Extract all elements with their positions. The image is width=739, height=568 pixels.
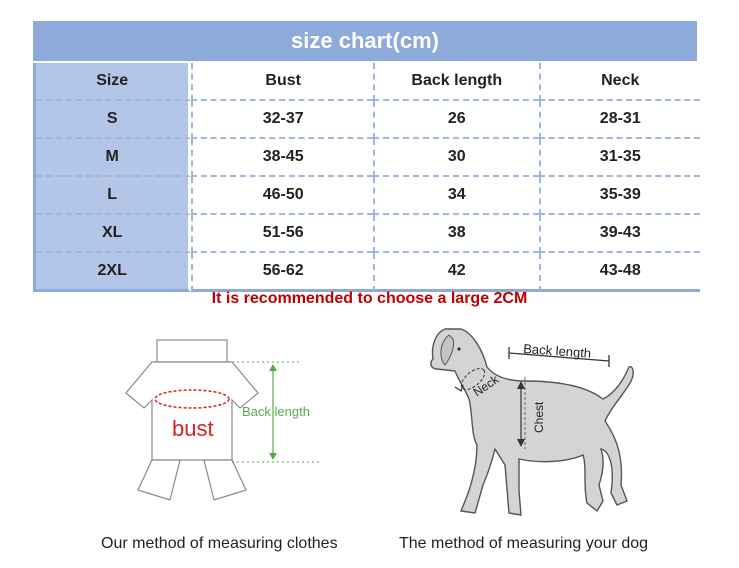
neck-cell: 39-43 xyxy=(539,215,700,253)
back-length-cell: 34 xyxy=(373,177,538,215)
back-length-cell: 38 xyxy=(373,215,538,253)
clothes-measurement-diagram xyxy=(120,335,330,510)
size-table xyxy=(36,63,700,292)
size-table-wrapper xyxy=(33,63,697,292)
bust-cell: 32-37 xyxy=(191,101,373,139)
bust-label: bust xyxy=(172,416,214,441)
dog-back-length-label: Back length xyxy=(522,341,592,361)
size-cell: XL xyxy=(36,215,191,253)
table-row xyxy=(36,139,700,177)
neck-cell: 31-35 xyxy=(539,139,700,177)
dog-chest-label: Chest xyxy=(532,401,546,433)
table-header-row xyxy=(36,63,700,101)
dog-caption: The method of measuring your dog xyxy=(399,535,649,552)
neck-cell: 28-31 xyxy=(539,101,700,139)
bust-cell: 56-62 xyxy=(191,253,373,292)
size-chart xyxy=(33,21,697,292)
bust-cell: 38-45 xyxy=(191,139,373,177)
neck-cell: 43-48 xyxy=(539,253,700,292)
header-size: Size xyxy=(36,63,191,101)
dog-measurement-diagram xyxy=(425,325,640,520)
back-length-label: Back length xyxy=(242,404,310,419)
chart-title: size chart(cm) xyxy=(33,21,697,63)
bust-cell: 51-56 xyxy=(191,215,373,253)
back-length-cell: 42 xyxy=(373,253,538,292)
table-row xyxy=(36,215,700,253)
size-cell: L xyxy=(36,177,191,215)
header-bust: Bust xyxy=(191,63,373,101)
dog-neck-label: Neck xyxy=(470,372,502,400)
table-row xyxy=(36,177,700,215)
header-neck: Neck xyxy=(539,63,700,101)
size-cell: M xyxy=(36,139,191,177)
bust-cell: 46-50 xyxy=(191,177,373,215)
table-row xyxy=(36,101,700,139)
size-recommendation-note: It is recommended to choose a large 2CM xyxy=(211,290,528,307)
header-back-length: Back length xyxy=(373,63,538,101)
size-cell: 2XL xyxy=(36,253,191,292)
neck-cell: 35-39 xyxy=(539,177,700,215)
table-row xyxy=(36,253,700,292)
clothes-caption: Our method of measuring clothes xyxy=(101,535,338,552)
back-length-cell: 26 xyxy=(373,101,538,139)
back-length-cell: 30 xyxy=(373,139,538,177)
size-cell: S xyxy=(36,101,191,139)
